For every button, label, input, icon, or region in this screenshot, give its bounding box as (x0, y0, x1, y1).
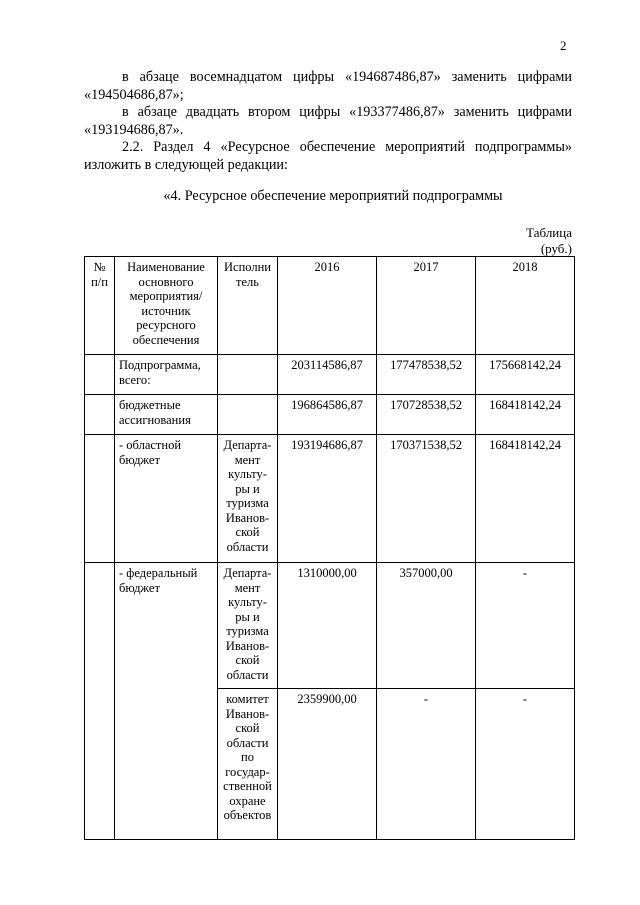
table-row-federal (85, 563, 575, 689)
table-row-budget (85, 395, 575, 435)
resource-table (84, 256, 575, 840)
cell-executor (218, 355, 278, 395)
cell-executor: Департа-мент культу-ры и туризма Иванов-ской области (218, 435, 278, 563)
cell-name: - федеральный бюджет (115, 563, 218, 840)
cell-2018: - (476, 689, 575, 840)
header-name: Наименование основного мероприятия/ источник ресурсного обеспечения (115, 257, 218, 355)
cell-number (85, 563, 115, 840)
cell-2016: 193194686,87 (278, 435, 377, 563)
cell-2017: 170728538,52 (377, 395, 476, 435)
paragraph-amendment-22: в абзаце двадцать втором цифры «193377486,87» заменить цифрами «193194686,87». (84, 104, 572, 138)
cell-number (85, 435, 115, 563)
header-number: № п/п (85, 257, 115, 355)
cell-number (85, 395, 115, 435)
header-executor: Исполни тель (218, 257, 278, 355)
cell-number (85, 355, 115, 395)
cell-2016: 196864586,87 (278, 395, 377, 435)
cell-name: Подпрограмма, всего: (115, 355, 218, 395)
cell-2016: 1310000,00 (278, 563, 377, 689)
cell-2018: - (476, 563, 575, 689)
section-heading: «4. Ресурсное обеспечение мероприятий подпрограммы (163, 188, 503, 204)
cell-2016: 203114586,87 (278, 355, 377, 395)
cell-name: - областной бюджет (115, 435, 218, 563)
table-row-total (85, 355, 575, 395)
cell-2017: 170371538,52 (377, 435, 476, 563)
header-2017: 2017 (377, 257, 476, 355)
table-caption (526, 225, 572, 257)
cell-name: бюджетные ассигнования (115, 395, 218, 435)
cell-executor: комитет Иванов-ской области по государ-ственной охране объектов (218, 689, 278, 840)
cell-2017: 177478538,52 (377, 355, 476, 395)
table-caption-title: Таблица (526, 225, 572, 240)
paragraph-section-4-intro: 2.2. Раздел 4 «Ресурсное обеспечение мероприятий подпрограммы» изложить в следующей редакции: (84, 139, 572, 173)
page-number: 2 (560, 38, 567, 53)
table-caption-unit: (руб.) (540, 241, 572, 256)
table-header-row (85, 257, 575, 355)
table-row-regional (85, 435, 575, 563)
cell-2016: 2359900,00 (278, 689, 377, 840)
cell-executor (218, 395, 278, 435)
cell-executor: Департа-мент культу-ры и туризма Иванов-ской области (218, 563, 278, 689)
header-2016: 2016 (278, 257, 377, 355)
header-2018: 2018 (476, 257, 575, 355)
paragraph-amendment-18: в абзаце восемнадцатом цифры «194687486,87» заменить цифрами «194504686,87»; (84, 69, 572, 103)
cell-2017: - (377, 689, 476, 840)
cell-2018: 168418142,24 (476, 395, 575, 435)
cell-2017: 357000,00 (377, 563, 476, 689)
cell-2018: 168418142,24 (476, 435, 575, 563)
cell-2018: 175668142,24 (476, 355, 575, 395)
